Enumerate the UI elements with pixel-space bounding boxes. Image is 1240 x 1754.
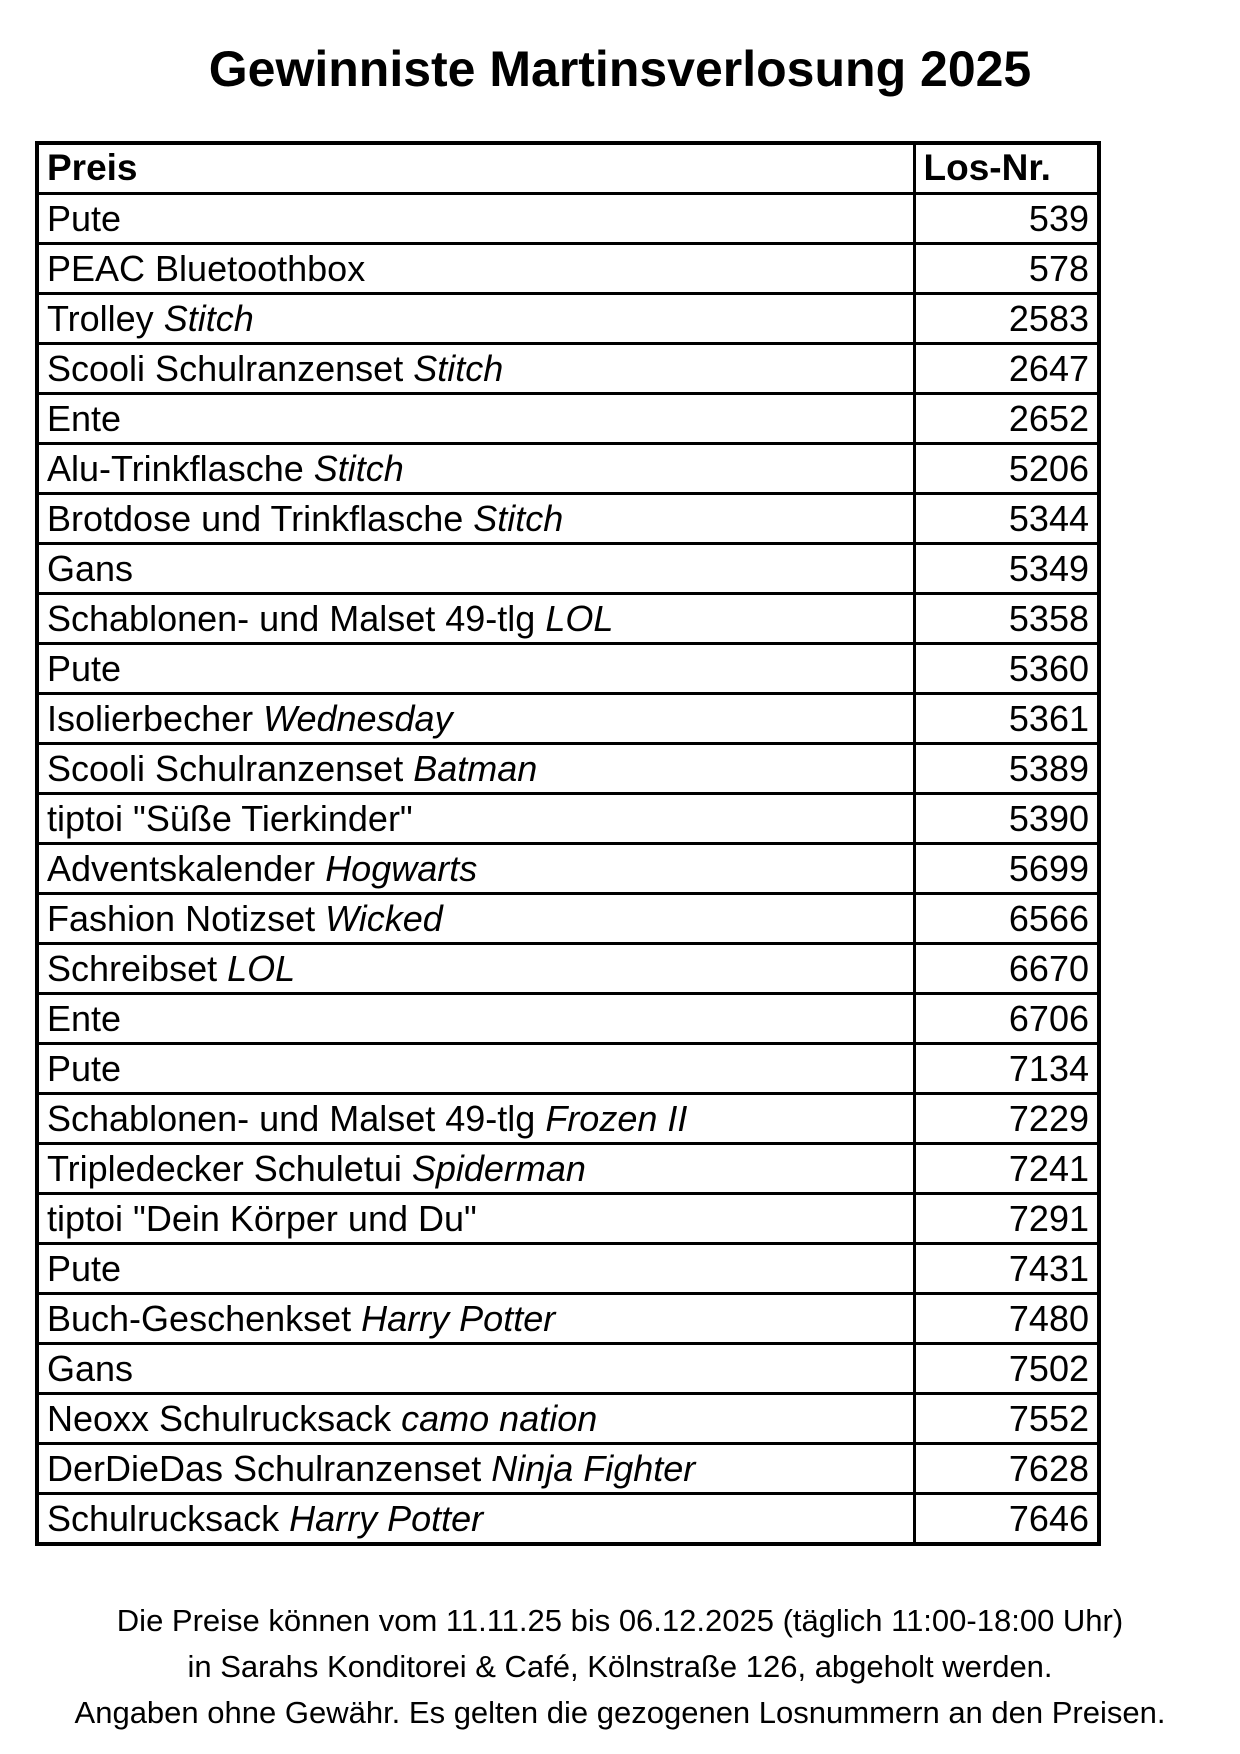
prize-name-segment: PEAC Bluetoothbox (47, 247, 366, 289)
lot-number-cell: 2652 (914, 394, 1099, 444)
footer-line-disclaimer: Angaben ohne Gewähr. Es gelten die gezogenen Losnummern an den Preisen. (74, 1695, 1166, 1730)
table-row (37, 1444, 1099, 1494)
table-row (37, 644, 1099, 694)
prize-name-italic-segment: Ninja Fighter (491, 1447, 696, 1489)
footer-note (0, 1598, 1240, 1736)
prize-name-segment: Alu-Trinkflasche (47, 447, 314, 489)
lot-number-cell: 5360 (914, 644, 1099, 694)
table-row (37, 194, 1099, 244)
prize-cell (37, 1494, 914, 1545)
footer-line-pickup-location: in Sarahs Konditorei & Café, Kölnstraße 126, abgeholt werden. (187, 1649, 1053, 1684)
prize-cell (37, 644, 914, 694)
prize-name-segment: Schulrucksack (47, 1497, 290, 1539)
column-header-los-nr: Los-Nr. (914, 143, 1099, 194)
prize-table-body (37, 194, 1099, 1545)
prize-name-segment: Isolierbecher (47, 697, 264, 739)
prize-name-italic-segment: LOL (227, 947, 296, 989)
lot-number-cell: 5349 (914, 544, 1099, 594)
prize-name-segment: Pute (47, 197, 122, 239)
prize-cell (37, 544, 914, 594)
lot-number-cell: 7291 (914, 1194, 1099, 1244)
prize-name-segment: Fashion Notizset (47, 897, 326, 939)
prize-cell (37, 744, 914, 794)
lot-number-cell: 6566 (914, 894, 1099, 944)
lot-number-cell: 5361 (914, 694, 1099, 744)
prize-cell (37, 394, 914, 444)
table-row (37, 594, 1099, 644)
prize-name-segment: Schreibset (47, 947, 228, 989)
table-row (37, 894, 1099, 944)
lot-number-cell: 7552 (914, 1394, 1099, 1444)
table-row (37, 344, 1099, 394)
prize-name-segment: Tripledecker Schuletui (47, 1147, 412, 1189)
table-row (37, 394, 1099, 444)
prize-name-segment: Pute (47, 1247, 122, 1289)
prize-name-segment: tiptoi "Dein Körper und Du" (47, 1197, 477, 1239)
lot-number-cell: 7502 (914, 1344, 1099, 1394)
prize-name-italic-segment: Harry Potter (361, 1297, 556, 1339)
lot-number-cell: 7628 (914, 1444, 1099, 1494)
prize-name-segment: Ente (47, 397, 122, 439)
prize-cell (37, 794, 914, 844)
prize-cell (37, 994, 914, 1044)
header-row (37, 143, 1099, 194)
lot-number-cell: 5390 (914, 794, 1099, 844)
lot-number-cell: 7241 (914, 1144, 1099, 1194)
lot-number-cell: 2647 (914, 344, 1099, 394)
table-row (37, 444, 1099, 494)
prize-cell (37, 944, 914, 994)
prize-cell (37, 1294, 914, 1344)
prize-name-segment: Adventskalender (47, 847, 326, 889)
table-row (37, 744, 1099, 794)
lot-number-cell: 5389 (914, 744, 1099, 794)
prize-name-segment: Brotdose und Trinkflasche (47, 497, 474, 539)
lot-number-cell: 5699 (914, 844, 1099, 894)
prize-name-italic-segment: Stitch (413, 347, 504, 389)
prize-cell (37, 1244, 914, 1294)
prize-cell (37, 194, 914, 244)
table-row (37, 1044, 1099, 1094)
lot-number-cell: 578 (914, 244, 1099, 294)
lot-number-cell: 7134 (914, 1044, 1099, 1094)
prize-name-segment: Schablonen- und Malset 49-tlg (47, 597, 546, 639)
lot-number-cell: 7229 (914, 1094, 1099, 1144)
prize-name-italic-segment: Stitch (163, 297, 254, 339)
lot-number-cell: 5358 (914, 594, 1099, 644)
prize-cell (37, 1444, 914, 1494)
table-row (37, 844, 1099, 894)
prize-cell (37, 594, 914, 644)
prize-table-header (37, 143, 1099, 194)
table-row (37, 1294, 1099, 1344)
prize-name-italic-segment: camo nation (401, 1397, 598, 1439)
prize-name-segment: Pute (47, 647, 122, 689)
prize-name-segment: Pute (47, 1047, 122, 1089)
lot-number-cell: 2583 (914, 294, 1099, 344)
prize-name-segment: Scooli Schulranzenset (47, 347, 414, 389)
prize-name-segment: Trolley (47, 297, 164, 339)
footer-line-pickup-period: Die Preise können vom 11.11.25 bis 06.12.2025 (täglich 11:00-18:00 Uhr) (116, 1603, 1124, 1638)
prize-name-italic-segment: Spiderman (411, 1147, 586, 1189)
prize-name-italic-segment: Harry Potter (289, 1497, 484, 1539)
table-row (37, 794, 1099, 844)
page-title: Gewinniste Martinsverlosung 2025 (208, 41, 1032, 97)
prize-name-italic-segment: LOL (545, 597, 614, 639)
table-row (37, 1144, 1099, 1194)
prize-cell (37, 344, 914, 394)
prize-name-italic-segment: Stitch (313, 447, 404, 489)
prize-name-segment: Ente (47, 997, 122, 1039)
prize-cell (37, 1144, 914, 1194)
lot-number-cell: 5344 (914, 494, 1099, 544)
prize-name-italic-segment: Stitch (473, 497, 564, 539)
prize-name-segment: Buch-Geschenkset (47, 1297, 362, 1339)
lot-number-cell: 7646 (914, 1494, 1099, 1545)
prize-cell (37, 1044, 914, 1094)
lot-number-cell: 6670 (914, 944, 1099, 994)
prize-cell (37, 1094, 914, 1144)
prize-cell (37, 844, 914, 894)
lot-number-cell: 6706 (914, 994, 1099, 1044)
prize-name-italic-segment: Frozen II (545, 1097, 688, 1139)
lot-number-cell: 7431 (914, 1244, 1099, 1294)
table-row (37, 1494, 1099, 1545)
table-row (37, 1244, 1099, 1294)
prize-cell (37, 294, 914, 344)
table-row (37, 1344, 1099, 1394)
prize-name-italic-segment: Hogwarts (325, 847, 478, 889)
prize-name-segment: Gans (47, 1347, 134, 1389)
prize-name-italic-segment: Wednesday (263, 697, 453, 739)
prize-name-segment: Scooli Schulranzenset (47, 747, 414, 789)
prize-name-segment: tiptoi "Süße Tierkinder" (47, 797, 413, 839)
table-row (37, 944, 1099, 994)
prize-name-segment: Schablonen- und Malset 49-tlg (47, 1097, 546, 1139)
prize-cell (37, 444, 914, 494)
lot-number-cell: 5206 (914, 444, 1099, 494)
table-row (37, 994, 1099, 1044)
prize-table (35, 141, 1101, 1546)
lot-number-cell: 7480 (914, 1294, 1099, 1344)
prize-cell (37, 494, 914, 544)
table-row (37, 294, 1099, 344)
prize-cell (37, 244, 914, 294)
prize-name-segment: DerDieDas Schulranzenset (47, 1447, 492, 1489)
prize-cell (37, 694, 914, 744)
prize-name-segment: Gans (47, 547, 134, 589)
column-header-preis: Preis (37, 143, 914, 194)
table-row (37, 694, 1099, 744)
table-row (37, 1394, 1099, 1444)
table-row (37, 544, 1099, 594)
prize-name-italic-segment: Batman (413, 747, 538, 789)
prize-cell (37, 894, 914, 944)
table-row (37, 244, 1099, 294)
prize-name-segment: Neoxx Schulrucksack (47, 1397, 402, 1439)
table-row (37, 1194, 1099, 1244)
prize-name-italic-segment: Wicked (325, 897, 443, 939)
prize-cell (37, 1394, 914, 1444)
table-row (37, 1094, 1099, 1144)
table-row (37, 494, 1099, 544)
prize-cell (37, 1194, 914, 1244)
lot-number-cell: 539 (914, 194, 1099, 244)
prize-cell (37, 1344, 914, 1394)
